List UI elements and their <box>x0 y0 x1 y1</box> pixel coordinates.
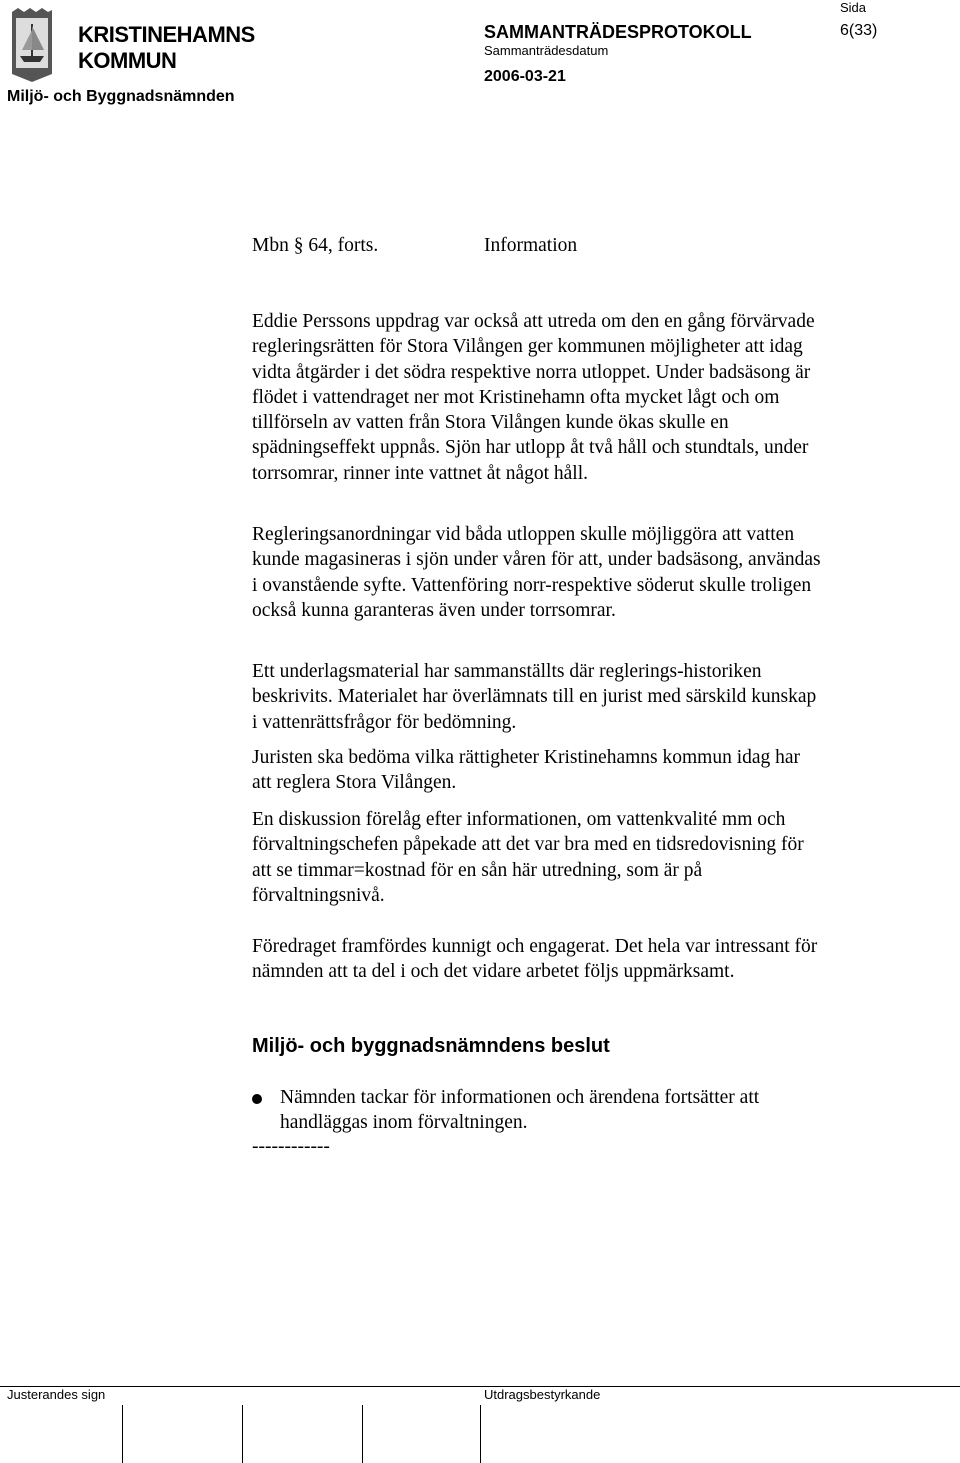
page-label: Sida <box>840 0 867 15</box>
paragraph: Eddie Perssons uppdrag var också att utreda om den en gång förvärvade regleringsrätten för Stora Vilången ger kommunen möjligheter att idag vidta åtgärder i det södra respektive norra utloppet. Under badsäsong är flödet i vattendraget ner mot Kristinehamn ofta mycket lågt och om tillförseln av vatten från Stora Vilången kunde ökas skulle en spädningseffekt uppnås. Sjön har utlopp åt två håll och stundtals, under torrsomrar, rinner inte vattnet åt något håll. <box>252 311 815 484</box>
signature-box-divider <box>122 1405 123 1463</box>
meeting-date: 2006-03-21 <box>484 68 566 85</box>
signature-box-divider <box>480 1405 481 1463</box>
signature-box-divider <box>362 1405 363 1463</box>
signature-box-divider <box>242 1405 243 1463</box>
paragraph: En diskussion förelåg efter informationen, om vattenkvalité mm och förvaltningschefen påpekade att det var bra med en tidsredovisning för att se timmar=kostnad för en sån här utredning, som är på förvaltningsnivå. <box>252 809 804 906</box>
paragraph: Regleringsanordningar vid båda utloppen skulle möjliggöra att vatten kunde magasineras i sjön under våren för att, under badsäsong, användas i ovanstående syfte. Vattenföring norr-respektive söderut skulle troligen också kunna garanteras även under torrsomrar. <box>252 524 821 621</box>
decision-bullet-text: Nämnden tackar för informationen och ärendena fortsätter att handläggas inom förvaltningen. <box>280 1087 760 1134</box>
bullet-icon <box>252 1094 262 1104</box>
decision-heading: Miljö- och byggnadsnämndens beslut <box>252 1035 610 1057</box>
municipal-crest-logo <box>10 6 54 82</box>
paragraph: Ett underlagsmaterial har sammanställts där reglerings-historiken beskrivits. Materialet har överlämnats till en jurist med särskild kunskap i vattenrättsfrågor för bedömning. <box>252 661 817 733</box>
certification-label: Utdragsbestyrkande <box>484 1387 601 1402</box>
brand-name-line2: KOMMUN <box>78 48 177 73</box>
date-label: Sammanträdesdatum <box>484 43 609 58</box>
paragraph: Föredraget framfördes kunnigt och engagerat. Det hela var intressant för nämnden att ta del i och det vidare arbetet följs uppmärksamt. <box>252 936 818 983</box>
brand-name-line1: KRISTINEHAMNS <box>78 22 255 47</box>
paragraph: Juristen ska bedöma vilka rättigheter Kristinehamns kommun idag har att reglera Stora Vilången. <box>252 747 801 794</box>
footer-divider <box>0 1386 960 1387</box>
section-reference: Mbn § 64, forts. <box>252 235 379 256</box>
board-name: Miljö- och Byggnadsnämnden <box>7 88 235 105</box>
signature-label: Justerandes sign <box>7 1387 106 1402</box>
section-title: Information <box>484 235 578 256</box>
separator-line: ------------ <box>252 1136 330 1157</box>
page-number: 6(33) <box>840 22 878 39</box>
document-type: SAMMANTRÄDESPROTOKOLL <box>484 22 752 42</box>
